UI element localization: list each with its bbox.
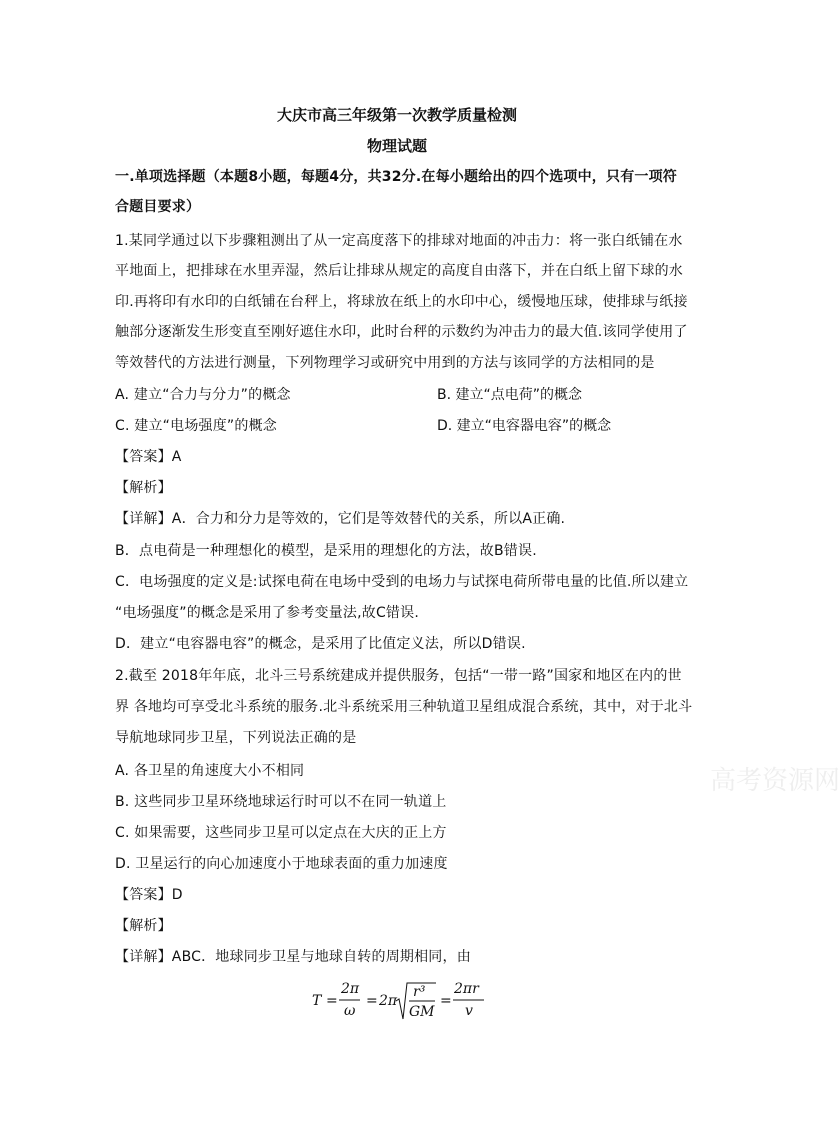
q2-option-c: C. 如果需要，这些同步卫星可以定点在大庆的正上方 — [115, 825, 447, 841]
q2-stem-line: 2.截至 2018年年底，北斗三号系统建成并提供服务，包括“一带一路”国家和地区在内的世 — [115, 668, 682, 684]
q1-stem-line: 等效替代的方法进行测量，下列物理学习或研究中用到的方法与该同学的方法相同的是 — [115, 355, 655, 371]
formula-r3: r³ — [413, 984, 426, 1000]
q2-stem-line: 界 各地均可享受北斗系统的服务.北斗系统采用三种轨道卫星组成混合系统，其中，对于北斗 — [115, 699, 693, 715]
period-formula — [312, 975, 492, 1025]
q1-detail-line: 【详解】A．合力和分力是等效的，它们是等效替代的关系，所以A正确. — [115, 511, 566, 527]
q2-answer: 【答案】D — [115, 887, 183, 903]
q1-option-c: C. 建立“电场强度”的概念 — [115, 418, 277, 434]
q1-option-a: A. 建立“合力与分力”的概念 — [115, 387, 291, 403]
q1-option-d: D. 建立“电容器电容”的概念 — [437, 418, 612, 434]
q1-stem-line: 平地面上，把排球在水里弄湿，然后让排球从规定的高度自由落下，并在白纸上留下球的水 — [115, 263, 683, 279]
q1-detail-line: D．建立“电容器电容”的概念，是采用了比值定义法，所以D错误. — [115, 636, 526, 652]
formula-equals: = — [326, 993, 338, 1009]
q2-analysis-label: 【解析】 — [115, 918, 172, 934]
formula-2pi: 2π — [341, 981, 360, 997]
formula-equals-2: = — [366, 993, 378, 1009]
q1-stem-line: 印.再将印有水印的白纸铺在台秤上，将球放在纸上的水印中心，缓慢地压球，使排球与纸接 — [115, 294, 688, 310]
exam-subtitle: 物理试题 — [366, 137, 427, 155]
q2-option-a: A. 各卫星的角速度大小不相同 — [115, 763, 305, 779]
q1-stem-line: 触部分逐渐发生形变直至刚好遮住水印，此时台秤的示数约为冲击力的最大值.该同学使用了 — [115, 324, 688, 340]
formula-T: T — [312, 993, 322, 1009]
formula-GM: GM — [409, 1004, 435, 1020]
q1-answer: 【答案】A — [115, 449, 182, 465]
formula-equals-3: = — [440, 993, 452, 1009]
q2-stem-line: 导航地球同步卫星，下列说法正确的是 — [115, 730, 357, 746]
q1-option-b: B. 建立“点电荷”的概念 — [437, 387, 583, 403]
q2-option-b: B. 这些同步卫星环绕地球运行时可以不在同一轨道上 — [115, 794, 447, 810]
formula-omega: ω — [344, 1003, 356, 1019]
q1-stem-line: 1.某同学通过以下步骤粗测出了从一定高度落下的排球对地面的冲击力：将一张白纸铺在水 — [115, 233, 683, 249]
q1-analysis-label: 【解析】 — [115, 480, 172, 496]
section-heading: 一.单项选择题（本题8小题，每题4分，共32分.在每小题给出的四个选项中，只有一项符 — [115, 169, 677, 185]
formula-2pir: 2πr — [454, 981, 479, 997]
exam-title: 大庆市高三年级第一次教学质量检测 — [276, 106, 517, 124]
q2-option-d: D. 卫星运行的向心加速度小于地球表面的重力加速度 — [115, 856, 448, 872]
formula-2pi-2: 2π — [379, 993, 398, 1009]
formula-v: v — [465, 1003, 473, 1019]
watermark-text: 高考资源网 — [710, 766, 840, 796]
q1-detail-line: B．点电荷是一种理想化的模型，是采用的理想化的方法，故B错误. — [115, 543, 537, 559]
q1-detail-line: C．电场强度的定义是:试探电荷在电场中受到的电场力与试探电荷所带电量的比值.所以建立 — [115, 574, 689, 590]
section-heading-cont: 合题目要求） — [115, 199, 201, 215]
q2-detail-line: 【详解】ABC．地球同步卫星与地球自转的周期相同，由 — [115, 949, 471, 965]
q1-detail-line: “电场强度”的概念是采用了参考变量法,故C错误. — [115, 605, 419, 621]
